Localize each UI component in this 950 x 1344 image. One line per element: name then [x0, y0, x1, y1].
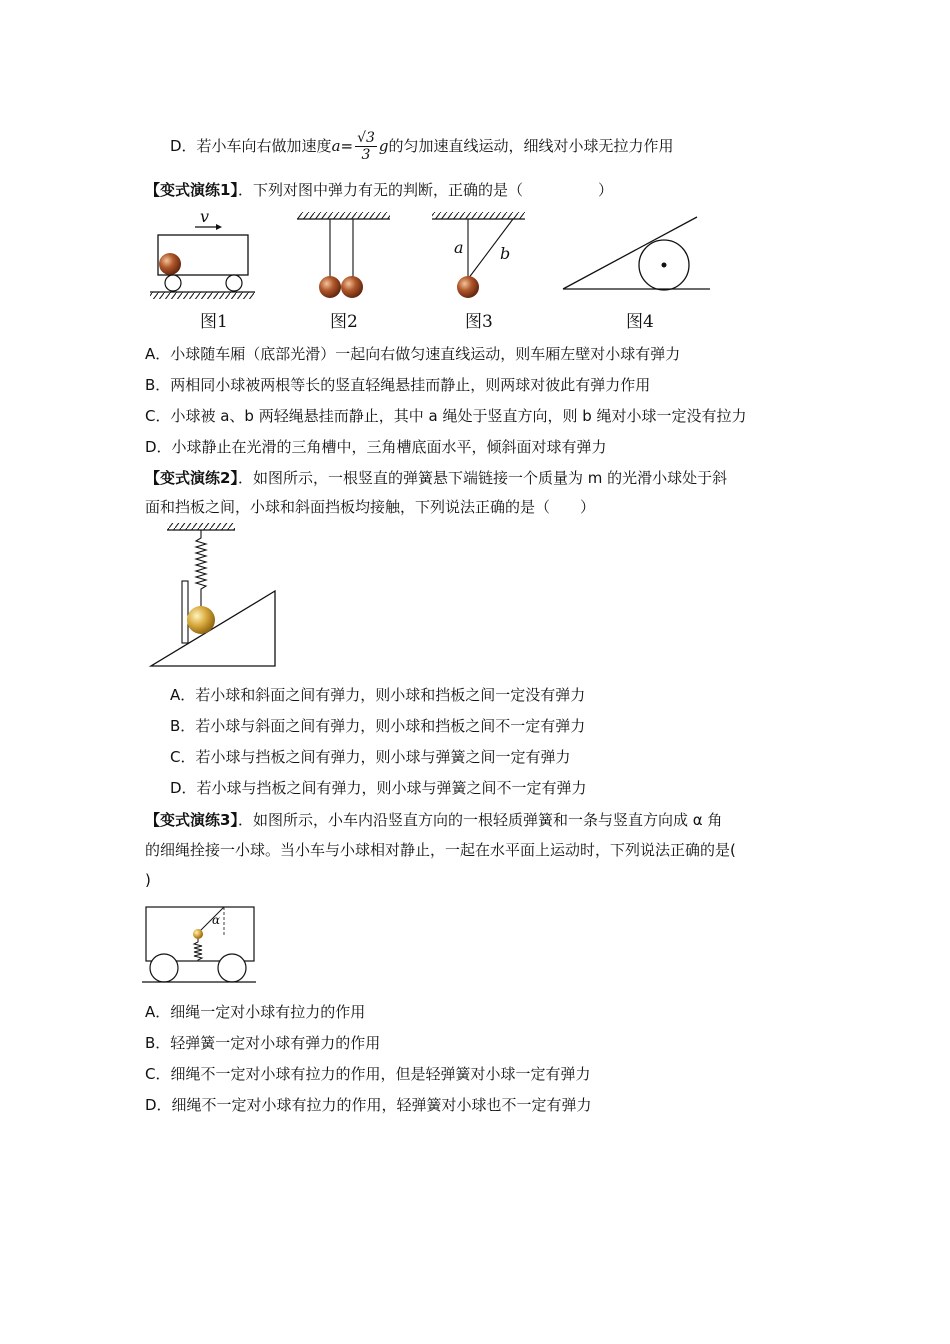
- fig2-label: 图2: [330, 312, 358, 332]
- ex3-option-a: A．细绳一定对小球有拉力的作用: [145, 1003, 366, 1021]
- fig4-label: 图4: [626, 312, 654, 332]
- sqrt3-over-3-fraction: [355, 130, 377, 163]
- fig1-label: 图1: [200, 312, 228, 332]
- fig1-ball: [159, 253, 181, 275]
- baffle-plate: [182, 581, 188, 643]
- ex1-option-c: C．小球被 a、b 两轻绳悬挂而静止，其中 a 绳处于竖直方向，则 b 绳对小球一定没有拉力: [145, 407, 747, 425]
- ex1-stem-text: ．下列对图中弹力有无的判断，正确的是（ ）: [237, 181, 613, 199]
- fig3-ball-two-strings: [432, 212, 525, 298]
- prev-option-d-suffix: 的匀加速直线运动，细线对小球无拉力作用: [388, 137, 674, 155]
- ex3-figure: [140, 900, 265, 990]
- prev-option-d-eq: =: [340, 137, 354, 155]
- ex2-ball: [187, 606, 215, 634]
- fig1-velocity-label: v: [200, 207, 210, 226]
- ex3-stem-line2: 的细绳拴接一小球。当小车与小球相对静止，一起在水平面上运动时，下列说法正确的是(: [145, 841, 736, 859]
- ex3-ball: [193, 929, 203, 939]
- ex1-option-b: B．两相同小球被两根等长的竖直轻绳悬挂而静止，则两球对彼此有弹力作用: [145, 376, 651, 394]
- fig2-two-balls: [297, 212, 390, 298]
- ex3-header: 【变式演练3】: [145, 811, 238, 829]
- ex1-header: 【变式演练1】: [145, 181, 238, 199]
- fig3-string-a-label: a: [454, 238, 464, 257]
- ex2-option-b: B．若小球与斜面之间有弹力，则小球和挡板之间不一定有弹力: [170, 717, 586, 735]
- fraction-numerator: √3: [357, 130, 375, 146]
- ex3-option-d: D．细绳不一定对小球有拉力的作用，轻弹簧对小球也不一定有弹力: [145, 1096, 592, 1114]
- prev-option-d: [170, 130, 674, 163]
- fraction-denominator: 3: [361, 147, 371, 163]
- fig1-cart: [150, 207, 255, 299]
- ex3-stem-line1: ．如图所示，小车内沿竖直方向的一根轻质弹簧和一条与竖直方向成 α 角: [237, 811, 723, 829]
- ex3-option-b: B．轻弹簧一定对小球有弹力的作用: [145, 1034, 381, 1052]
- fig4-triangle-groove: [563, 217, 710, 290]
- ex3-stem-line3: ): [145, 871, 151, 889]
- alpha-angle-label: α: [212, 913, 221, 927]
- fig3-string-b-label: b: [500, 244, 511, 263]
- ex1-figures: [140, 205, 740, 335]
- ex2-stem-line1: ．如图所示，一根竖直的弹簧悬下端链接一个质量为 m 的光滑小球处于斜: [237, 469, 728, 487]
- ex1-option-d: D．小球静止在光滑的三角槽中，三角槽底面水平，倾斜面对球有弹力: [145, 438, 607, 456]
- prev-option-d-var: a: [331, 137, 341, 155]
- ex3-stem: [145, 810, 722, 830]
- spring-icon: [196, 530, 206, 606]
- ex2-option-c: C．若小球与挡板之间有弹力，则小球与弹簧之间一定有弹力: [170, 748, 571, 766]
- prev-option-d-prefix: D．若小车向右做加速度: [170, 137, 332, 155]
- prev-option-d-g: g: [378, 137, 389, 155]
- ex1-stem: [145, 180, 613, 200]
- ex2-stem: [145, 468, 727, 488]
- ex2-option-d: D．若小球与挡板之间有弹力，则小球与弹簧之间不一定有弹力: [170, 779, 587, 797]
- fig3-label: 图3: [465, 312, 493, 332]
- velocity-arrow-icon: [216, 224, 222, 230]
- ex2-figure: [145, 520, 285, 670]
- ex1-option-a: A．小球随车厢（底部光滑）一起向右做匀速直线运动，则车厢左壁对小球有弹力: [145, 345, 681, 363]
- ex2-option-a: A．若小球和斜面之间有弹力，则小球和挡板之间一定没有弹力: [170, 686, 586, 704]
- ex3-option-c: C．细绳不一定对小球有拉力的作用，但是轻弹簧对小球一定有弹力: [145, 1065, 591, 1083]
- ex2-header: 【变式演练2】: [145, 469, 238, 487]
- ex2-stem-line2: 面和挡板之间，小球和斜面挡板均接触，下列说法正确的是（ ）: [145, 498, 596, 516]
